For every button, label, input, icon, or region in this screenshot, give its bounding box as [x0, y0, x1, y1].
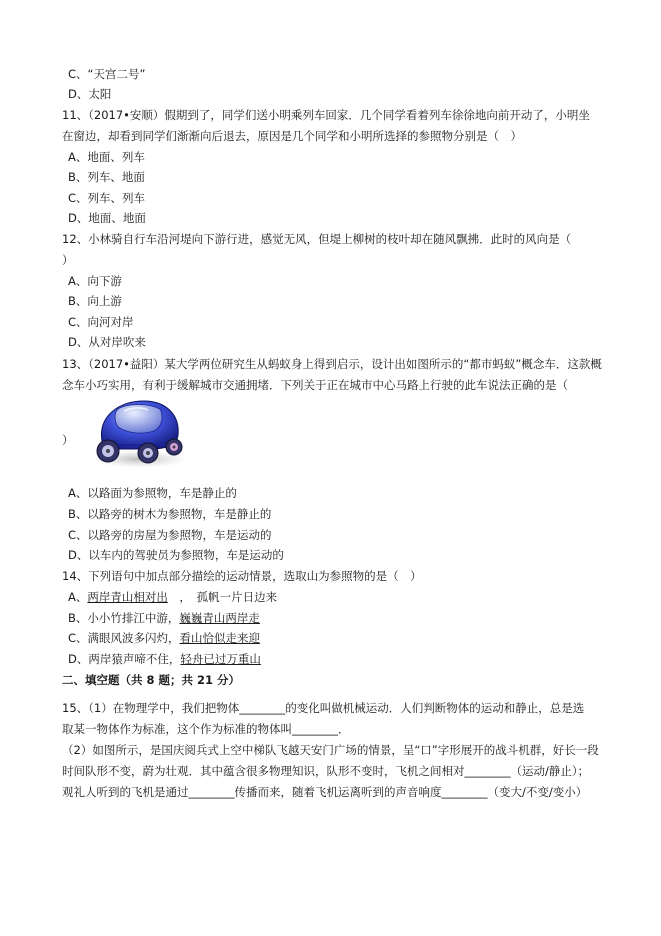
- q14-option-a-underlined: 两岸青山相对出: [87, 590, 168, 604]
- q10-option-c: C、“天宫二号”: [68, 67, 146, 81]
- q12-stem-line2: ）: [62, 253, 74, 267]
- q14-option-b-underlined: 巍巍青山两岸走: [179, 611, 260, 625]
- q11-stem-line2: 在窗边，却看到同学们渐渐向后退去，原因是几个同学和小明所选择的参照物分别是（ ）: [62, 129, 522, 143]
- q12-stem-line1: 12、小林骑自行车沿河堤向下游行进，感觉无风，但堤上柳树的枝叶却在随风飘拂．此时的风向是（: [62, 232, 572, 246]
- q14-option-d-underlined: 轻舟已过万重山: [180, 652, 261, 666]
- q12-option-b: B、向上游: [68, 294, 122, 308]
- q14-option-c-prefix: C、满眼风波多闪灼，: [68, 631, 180, 645]
- q14-option-c: [68, 630, 260, 646]
- q15-line1: 15、（1）在物理学中，我们把物体________的变化叫做机械运动．人们判断物体的运动和静止，总是选: [62, 701, 585, 715]
- q10-option-d: D、太阳: [68, 87, 112, 101]
- q13-option-d: D、以车内的驾驶员为参照物，车是运动的: [68, 548, 284, 562]
- q11-option-c: C、列车、列车: [68, 191, 146, 205]
- q11-option-b: B、列车、地面: [68, 170, 145, 184]
- q14-option-b: [68, 610, 260, 626]
- q12-option-c: C、向河对岸: [68, 315, 134, 329]
- q14-option-b-prefix: B、小小竹排江中游，: [68, 611, 180, 625]
- q14-option-a-rest: ， 孤帆一片日边来: [167, 590, 278, 604]
- q15-line3: （2）如图所示，是国庆阅兵式上空中梯队飞越天安门广场的情景，呈“口”字形展开的战斗机群，好长一段: [62, 743, 599, 757]
- q13-option-a: A、以路面为参照物，车是静止的: [68, 486, 237, 500]
- q14-option-a-prefix: A、: [68, 590, 88, 604]
- q15-line5: 观礼人听到的飞机是通过________传播而来，随着飞机运离听到的声音响度________（变大/不变/变小）: [62, 785, 588, 799]
- q13-stem-line1: 13、（2017•益阳）某大学两位研究生从蚂蚁身上得到启示，设计出如图所示的“都市蚂蚁”概念车．这款概: [62, 357, 602, 371]
- section-heading-fill-in: 二、填空题（共 8 题；共 21 分）: [62, 673, 241, 687]
- q15-line4: 时间队形不变，蔚为壮观．其中蕴含很多物理知识，队形不变时，飞机之间相对________（运动/静止）；: [62, 764, 590, 778]
- q11-option-a: A、地面、列车: [68, 150, 145, 164]
- q14-option-a: [68, 589, 277, 605]
- q12-option-d: D、从对岸吹来: [68, 335, 146, 349]
- q14-option-d-prefix: D、两岸猿声啼不住，: [68, 652, 181, 666]
- q11-stem-line1: 11、（2017•安顺）假期到了，同学们送小明乘列车回家．几个同学看着列车徐徐地向前开动了，小明坐: [62, 108, 590, 122]
- concept-car-image: [88, 395, 190, 469]
- q13-stem-line2: 念车小巧实用，有利于缓解城市交通拥堵．下列关于正在城市中心马路上行驶的此车说法正确的是（: [62, 378, 568, 392]
- q12-option-a: A、向下游: [68, 274, 122, 288]
- q13-option-b: B、以路旁的树木为参照物，车是静止的: [68, 507, 272, 521]
- q13-stem-line3: ）: [62, 433, 74, 447]
- q14-stem: 14、下列语句中加点部分描绘的运动情景，选取山为参照物的是（ ）: [62, 569, 422, 583]
- q13-option-c: C、以路旁的房屋为参照物，车是运动的: [68, 528, 272, 542]
- q14-option-c-underlined: 看山恰似走来迎: [179, 631, 261, 645]
- q14-option-d: [68, 651, 261, 667]
- q11-option-d: D、地面、地面: [68, 211, 146, 225]
- q15-line2: 取某一物体作为标准，这个作为标准的物体叫________．: [62, 722, 350, 736]
